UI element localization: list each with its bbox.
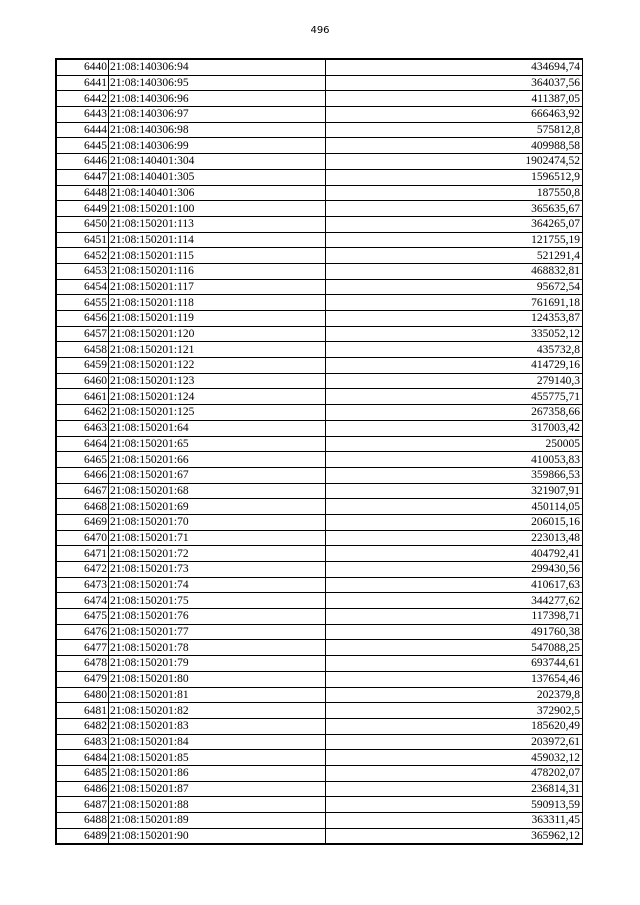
row-number-cell: 6444 (57, 122, 109, 138)
row-number-cell: 6453 (57, 263, 109, 279)
row-number-cell: 6468 (57, 499, 109, 515)
cadastral-number-cell: 21:08:150201:82 (109, 703, 326, 719)
row-number-cell: 6480 (57, 687, 109, 703)
value-cell: 124353,87 (326, 311, 583, 327)
cadastral-number-cell: 21:08:150201:123 (109, 373, 326, 389)
row-number-cell: 6489 (57, 828, 109, 844)
cadastral-number-cell: 21:08:150201:69 (109, 499, 326, 515)
row-number-cell: 6450 (57, 216, 109, 232)
table-row (57, 436, 583, 452)
cadastral-number-cell: 21:08:150201:125 (109, 405, 326, 421)
value-cell: 364265,07 (326, 216, 583, 232)
cadastral-number-cell: 21:08:150201:67 (109, 467, 326, 483)
table-row (57, 232, 583, 248)
table-row (57, 514, 583, 530)
row-number-cell: 6474 (57, 593, 109, 609)
table-row (57, 91, 583, 107)
value-cell: 299430,56 (326, 562, 583, 578)
value-cell: 761691,18 (326, 295, 583, 311)
row-number-cell: 6466 (57, 467, 109, 483)
cadastral-number-cell: 21:08:150201:74 (109, 577, 326, 593)
table-row (57, 326, 583, 342)
cadastral-number-cell: 21:08:150201:88 (109, 797, 326, 813)
cadastral-number-cell: 21:08:150201:70 (109, 514, 326, 530)
value-cell: 365635,67 (326, 201, 583, 217)
row-number-cell: 6470 (57, 530, 109, 546)
value-cell: 459032,12 (326, 750, 583, 766)
cadastral-number-cell: 21:08:150201:68 (109, 483, 326, 499)
row-number-cell: 6473 (57, 577, 109, 593)
value-cell: 137654,46 (326, 671, 583, 687)
cadastral-number-cell: 21:08:140306:99 (109, 138, 326, 154)
row-number-cell: 6455 (57, 295, 109, 311)
value-cell: 279140,3 (326, 373, 583, 389)
value-cell: 1596512,9 (326, 169, 583, 185)
table-row (57, 342, 583, 358)
row-number-cell: 6447 (57, 169, 109, 185)
cadastral-number-cell: 21:08:150201:77 (109, 624, 326, 640)
row-number-cell: 6456 (57, 311, 109, 327)
row-number-cell: 6441 (57, 75, 109, 91)
row-number-cell: 6462 (57, 405, 109, 421)
value-cell: 359866,53 (326, 467, 583, 483)
value-cell: 364037,56 (326, 75, 583, 91)
cadastral-number-cell: 21:08:150201:75 (109, 593, 326, 609)
row-number-cell: 6464 (57, 436, 109, 452)
table-row (57, 122, 583, 138)
data-table (56, 59, 583, 844)
cadastral-number-cell: 21:08:150201:119 (109, 311, 326, 327)
value-cell: 236814,31 (326, 781, 583, 797)
cadastral-number-cell: 21:08:150201:114 (109, 232, 326, 248)
table-row (57, 530, 583, 546)
row-number-cell: 6442 (57, 91, 109, 107)
row-number-cell: 6488 (57, 813, 109, 829)
value-cell: 121755,19 (326, 232, 583, 248)
value-cell: 344277,62 (326, 593, 583, 609)
value-cell: 575812,8 (326, 122, 583, 138)
row-number-cell: 6472 (57, 562, 109, 578)
row-number-cell: 6484 (57, 750, 109, 766)
table-row (57, 546, 583, 562)
value-cell: 491760,38 (326, 624, 583, 640)
table-row (57, 734, 583, 750)
value-cell: 547088,25 (326, 640, 583, 656)
value-cell: 187550,8 (326, 185, 583, 201)
table-row (57, 185, 583, 201)
table-row (57, 687, 583, 703)
cadastral-number-cell: 21:08:150201:76 (109, 609, 326, 625)
table-row (57, 797, 583, 813)
table-row (57, 765, 583, 781)
value-cell: 267358,66 (326, 405, 583, 421)
table-row (57, 781, 583, 797)
cadastral-number-cell: 21:08:150201:66 (109, 452, 326, 468)
row-number-cell: 6458 (57, 342, 109, 358)
cadastral-number-cell: 21:08:150201:65 (109, 436, 326, 452)
data-table-container (55, 58, 583, 845)
row-number-cell: 6475 (57, 609, 109, 625)
value-cell: 363311,45 (326, 813, 583, 829)
cadastral-number-cell: 21:08:140306:96 (109, 91, 326, 107)
table-row (57, 703, 583, 719)
cadastral-number-cell: 21:08:140401:305 (109, 169, 326, 185)
table-row (57, 499, 583, 515)
row-number-cell: 6481 (57, 703, 109, 719)
table-row (57, 279, 583, 295)
table-row (57, 671, 583, 687)
row-number-cell: 6487 (57, 797, 109, 813)
table-row (57, 750, 583, 766)
table-row (57, 107, 583, 123)
table-row (57, 248, 583, 264)
value-cell: 95672,54 (326, 279, 583, 295)
table-row (57, 483, 583, 499)
cadastral-number-cell: 21:08:140306:94 (109, 60, 326, 76)
table-row (57, 813, 583, 829)
table-row (57, 169, 583, 185)
cadastral-number-cell: 21:08:150201:87 (109, 781, 326, 797)
cadastral-number-cell: 21:08:150201:72 (109, 546, 326, 562)
value-cell: 223013,48 (326, 530, 583, 546)
cadastral-number-cell: 21:08:150201:83 (109, 718, 326, 734)
table-row (57, 216, 583, 232)
row-number-cell: 6460 (57, 373, 109, 389)
value-cell: 206015,16 (326, 514, 583, 530)
table-row (57, 718, 583, 734)
cadastral-number-cell: 21:08:150201:122 (109, 358, 326, 374)
value-cell: 410617,63 (326, 577, 583, 593)
value-cell: 521291,4 (326, 248, 583, 264)
cadastral-number-cell: 21:08:150201:121 (109, 342, 326, 358)
table-row (57, 389, 583, 405)
cadastral-number-cell: 21:08:150201:79 (109, 656, 326, 672)
value-cell: 435732,8 (326, 342, 583, 358)
cadastral-number-cell: 21:08:150201:116 (109, 263, 326, 279)
row-number-cell: 6446 (57, 154, 109, 170)
value-cell: 335052,12 (326, 326, 583, 342)
table-row (57, 828, 583, 844)
row-number-cell: 6440 (57, 60, 109, 76)
cadastral-number-cell: 21:08:150201:117 (109, 279, 326, 295)
value-cell: 185620,49 (326, 718, 583, 734)
table-row (57, 263, 583, 279)
cadastral-number-cell: 21:08:150201:120 (109, 326, 326, 342)
value-cell: 410053,83 (326, 452, 583, 468)
row-number-cell: 6482 (57, 718, 109, 734)
cadastral-number-cell: 21:08:140401:306 (109, 185, 326, 201)
value-cell: 317003,42 (326, 420, 583, 436)
value-cell: 455775,71 (326, 389, 583, 405)
table-body (57, 60, 583, 844)
cadastral-number-cell: 21:08:140306:97 (109, 107, 326, 123)
value-cell: 372902,5 (326, 703, 583, 719)
cadastral-number-cell: 21:08:140306:98 (109, 122, 326, 138)
cadastral-number-cell: 21:08:150201:81 (109, 687, 326, 703)
cadastral-number-cell: 21:08:150201:90 (109, 828, 326, 844)
row-number-cell: 6449 (57, 201, 109, 217)
value-cell: 478202,07 (326, 765, 583, 781)
value-cell: 117398,71 (326, 609, 583, 625)
row-number-cell: 6452 (57, 248, 109, 264)
row-number-cell: 6459 (57, 358, 109, 374)
table-row (57, 295, 583, 311)
table-row (57, 609, 583, 625)
cadastral-number-cell: 21:08:150201:124 (109, 389, 326, 405)
value-cell: 203972,61 (326, 734, 583, 750)
row-number-cell: 6454 (57, 279, 109, 295)
table-row (57, 640, 583, 656)
row-number-cell: 6479 (57, 671, 109, 687)
value-cell: 468832,81 (326, 263, 583, 279)
value-cell: 202379,8 (326, 687, 583, 703)
row-number-cell: 6471 (57, 546, 109, 562)
cadastral-number-cell: 21:08:150201:113 (109, 216, 326, 232)
value-cell: 411387,05 (326, 91, 583, 107)
table-row (57, 358, 583, 374)
page-number: 496 (310, 25, 330, 36)
cadastral-number-cell: 21:08:150201:64 (109, 420, 326, 436)
row-number-cell: 6463 (57, 420, 109, 436)
cadastral-number-cell: 21:08:150201:78 (109, 640, 326, 656)
cadastral-number-cell: 21:08:150201:89 (109, 813, 326, 829)
row-number-cell: 6465 (57, 452, 109, 468)
cadastral-number-cell: 21:08:150201:73 (109, 562, 326, 578)
value-cell: 250005 (326, 436, 583, 452)
table-row (57, 138, 583, 154)
table-row (57, 75, 583, 91)
row-number-cell: 6448 (57, 185, 109, 201)
table-row (57, 60, 583, 76)
row-number-cell: 6457 (57, 326, 109, 342)
table-row (57, 154, 583, 170)
value-cell: 693744,61 (326, 656, 583, 672)
table-row (57, 593, 583, 609)
cadastral-number-cell: 21:08:140306:95 (109, 75, 326, 91)
value-cell: 409988,58 (326, 138, 583, 154)
cadastral-number-cell: 21:08:150201:85 (109, 750, 326, 766)
row-number-cell: 6461 (57, 389, 109, 405)
row-number-cell: 6445 (57, 138, 109, 154)
row-number-cell: 6477 (57, 640, 109, 656)
table-row (57, 467, 583, 483)
row-number-cell: 6451 (57, 232, 109, 248)
table-row (57, 562, 583, 578)
value-cell: 414729,16 (326, 358, 583, 374)
table-row (57, 624, 583, 640)
cadastral-number-cell: 21:08:150201:100 (109, 201, 326, 217)
table-row (57, 405, 583, 421)
row-number-cell: 6467 (57, 483, 109, 499)
table-row (57, 452, 583, 468)
table-row (57, 311, 583, 327)
row-number-cell: 6478 (57, 656, 109, 672)
table-row (57, 577, 583, 593)
cadastral-number-cell: 21:08:150201:118 (109, 295, 326, 311)
row-number-cell: 6485 (57, 765, 109, 781)
table-row (57, 201, 583, 217)
row-number-cell: 6476 (57, 624, 109, 640)
cadastral-number-cell: 21:08:150201:115 (109, 248, 326, 264)
value-cell: 1902474,52 (326, 154, 583, 170)
table-row (57, 373, 583, 389)
row-number-cell: 6443 (57, 107, 109, 123)
value-cell: 450114,05 (326, 499, 583, 515)
table-row (57, 656, 583, 672)
row-number-cell: 6469 (57, 514, 109, 530)
cadastral-number-cell: 21:08:150201:71 (109, 530, 326, 546)
cadastral-number-cell: 21:08:150201:86 (109, 765, 326, 781)
cadastral-number-cell: 21:08:150201:84 (109, 734, 326, 750)
row-number-cell: 6486 (57, 781, 109, 797)
table-row (57, 420, 583, 436)
value-cell: 666463,92 (326, 107, 583, 123)
value-cell: 365962,12 (326, 828, 583, 844)
value-cell: 590913,59 (326, 797, 583, 813)
value-cell: 321907,91 (326, 483, 583, 499)
cadastral-number-cell: 21:08:150201:80 (109, 671, 326, 687)
cadastral-number-cell: 21:08:140401:304 (109, 154, 326, 170)
value-cell: 404792,41 (326, 546, 583, 562)
value-cell: 434694,74 (326, 60, 583, 76)
row-number-cell: 6483 (57, 734, 109, 750)
